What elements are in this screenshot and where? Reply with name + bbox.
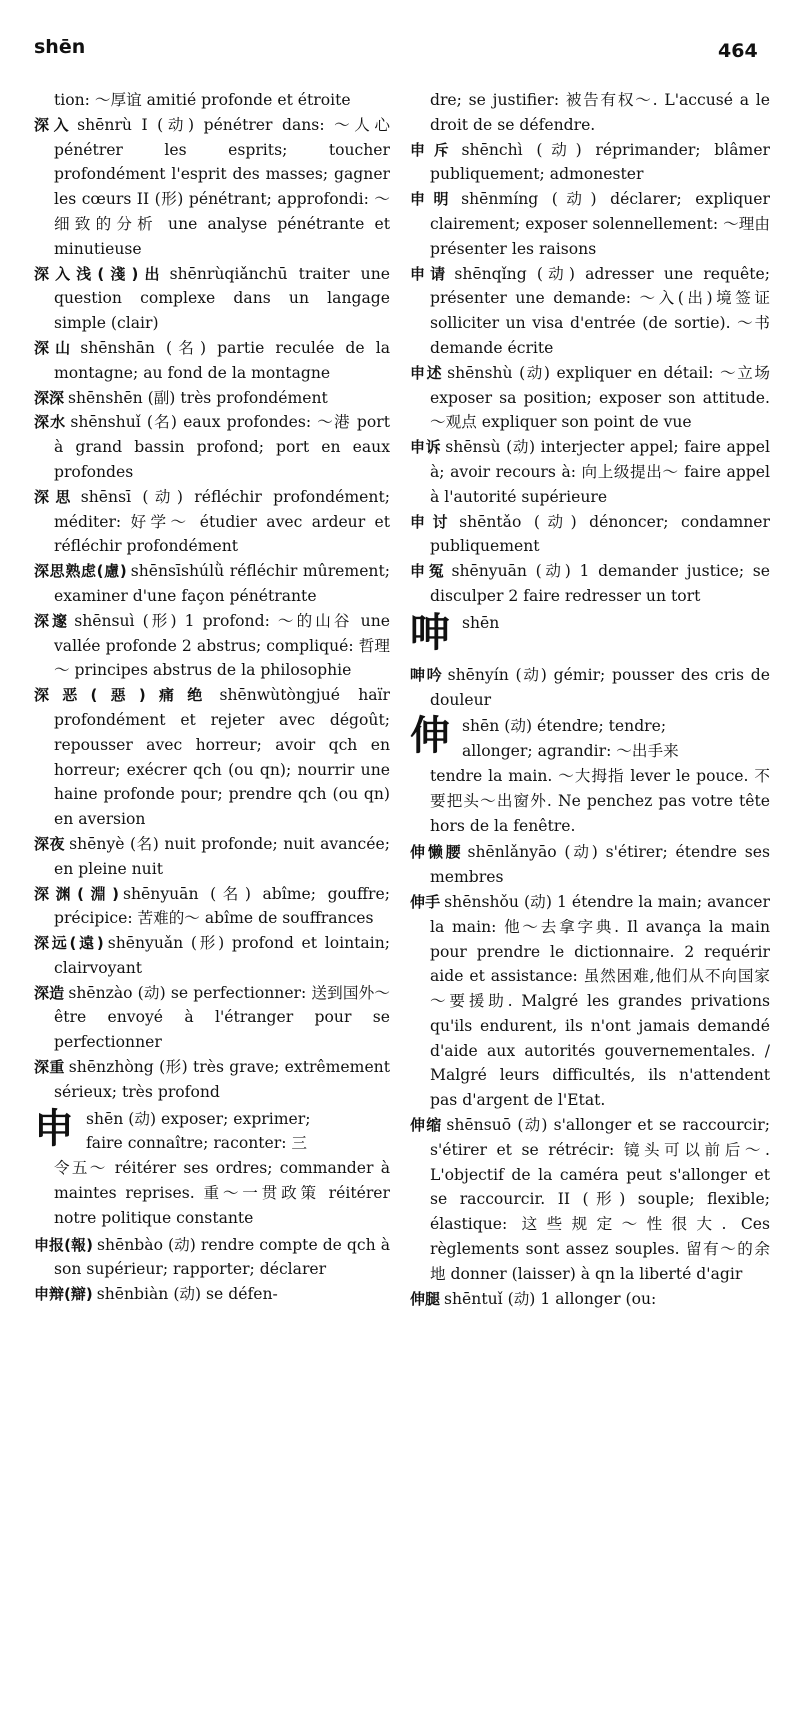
entry-pinyin: shēnshù [447, 363, 513, 382]
entry-headword: 深远(遠) [34, 934, 104, 953]
entry-pinyin: shēnbiàn [96, 1285, 169, 1304]
entry-headword: 深深 [34, 388, 65, 407]
continuation-text: tion: ～厚谊 amitié profonde et étroite [54, 91, 351, 109]
entry-list [34, 113, 390, 1105]
char-pinyin: shēn [462, 613, 500, 632]
entry-headword: 深恶(惡)痛绝 [34, 686, 216, 705]
entry-pinyin: shēntuǐ [444, 1289, 503, 1308]
char-second-line: allonger; agrandir: ～出手来 [462, 742, 679, 761]
entry-pinyin: shēnyuān [451, 562, 527, 581]
entry-headword: 申报(報) [34, 1235, 93, 1254]
dictionary-entry [34, 931, 390, 981]
dictionary-entry [410, 1287, 770, 1312]
entry-pinyin: shēnsīshúlǜ [130, 562, 225, 581]
entry-definition: haïr profondément et rejeter avec dégoût; repousser avec horreur; avoir qch en horreur; exécrer qch (ou qn); nourrir une haine profonde pour; prendre qch (ou qn) en aversion [54, 686, 390, 829]
entry-pinyin: shēnchì [461, 140, 523, 159]
entry-headword: 申明 [410, 190, 458, 209]
dictionary-entry [34, 609, 390, 683]
entry-headword: 深入 [34, 115, 74, 134]
entry-pinyin: shēnshān [80, 338, 155, 357]
entry-headword: 申述 [410, 363, 444, 382]
entry-pinyin: shēnshǒu [444, 892, 519, 911]
entry-pinyin: shēnzhòng [68, 1058, 154, 1077]
char-second-line: faire connaître; raconter: 三 [86, 1134, 308, 1153]
char-first-line: shēn (动) étendre; tendre; [462, 717, 667, 736]
head-character: 伸 [410, 713, 450, 760]
entry-definition: (名) partie reculée de la montagne; au fond de la montagne [54, 338, 390, 382]
char-definition-rest: tendre la main. ～大拇指 lever le pouce. 不要把头～出窗外. Ne penchez pas votre tête hors de la fenêtre. [430, 766, 770, 835]
dictionary-entry [34, 882, 390, 932]
running-head: shēn [34, 36, 86, 58]
entry-definition: (动) interjecter appel; faire appel à; avoir recours à: 向上级提出～ faire appel à l'autorité supérieure [430, 438, 770, 506]
entry-headword: 深造 [34, 983, 65, 1002]
entry-definition: I (动) pénétrer dans: ～人心 pénétrer les esprits; toucher profondément l'esprit des masses; gagner les cœurs II (形) pénétrant; approfondi: ～细致的分析 une analyse pénétrante et minutieuse [54, 115, 390, 258]
page-number: 464 [718, 40, 758, 62]
character-entry [410, 714, 770, 838]
dictionary-entry [410, 1113, 770, 1287]
entry-definition: (形) 1 profond: ～的山谷 une vallée profonde 2 abstrus; compliqué: 哲理～ principes abstrus de la philosophie [54, 611, 390, 680]
entry-headword: 深入浅(淺)出 [34, 264, 166, 283]
char-first-line: shēn (动) exposer; exprimer; [86, 1109, 311, 1128]
entry-headword: 深夜 [34, 834, 66, 853]
entry-definition: (动) dénoncer; condamner publiquement [430, 512, 770, 556]
entry-definition: (动) se défen- [173, 1285, 278, 1304]
entry-pinyin: shēnyuǎn [107, 934, 184, 953]
dictionary-entry [34, 336, 390, 386]
dictionary-entry [34, 410, 390, 484]
entry-definition: (动) 1 demander justice; se disculper 2 faire redresser un tort [430, 562, 770, 605]
entry-pinyin: shēnsù [445, 438, 501, 457]
entry-pinyin: shēnzào [68, 983, 133, 1002]
dictionary-entry [34, 683, 390, 832]
dictionary-entry [410, 435, 770, 509]
entry-definition: (副) très profondément [147, 388, 328, 407]
entry-headword: 深思熟虑(慮) [34, 562, 127, 581]
char-definition-rest: 令五～ réitérer ses ordres; commander à maintes reprises. 重～一贯政策 réitérer notre politique constante [54, 1159, 390, 1227]
entry-pinyin: shēnsī [80, 487, 132, 506]
dictionary-entry [410, 510, 770, 560]
entry-headword: 深山 [34, 338, 77, 357]
entry-definition: (动) se perfectionner: 送到国外～ être envoyé à l'étranger pour se perfectionner [54, 983, 390, 1052]
head-character: 呻 [410, 609, 450, 656]
entry-headword: 呻吟 [410, 665, 444, 684]
entry-definition: (动) rendre compte de qch à son supérieur; rapporter; déclarer [54, 1235, 390, 1279]
dictionary-entry [34, 981, 390, 1055]
char-pinyin: shēn [462, 717, 500, 736]
entry-definition: (动) réfléchir profondément; méditer: 好学～ étudier avec ardeur et réfléchir profondément [54, 487, 390, 556]
entry-definition: (形) très grave; extrêmement sérieux; très profond [54, 1058, 390, 1101]
entry-definition: traiter une question complexe dans un langage simple (clair) [54, 264, 390, 333]
entry-list [410, 840, 770, 1311]
dictionary-entry [410, 890, 770, 1113]
entry-pinyin: shēnyuān [123, 884, 199, 903]
entry-headword: 申斥 [410, 140, 458, 159]
entry-definition: (动) adresser une requête; présenter une demande: ～入(出)境签证 solliciter un visa d'entrée (de sortie). ～书 demande écrite [430, 264, 770, 357]
entry-headword: 伸懒腰 [410, 843, 464, 862]
dictionary-entry [410, 187, 770, 261]
character-entry [34, 1107, 390, 1231]
char-pinyin: shēn [86, 1109, 124, 1128]
head-character: 申 [34, 1105, 74, 1152]
entry-list [34, 1233, 390, 1307]
dictionary-entry [410, 138, 770, 188]
entry-definition: (名) eaux profondes: ～港 port à grand bassin profond; port en eaux profondes [54, 413, 390, 481]
entry-pinyin: shēnqǐng [454, 264, 527, 283]
entry-pinyin: shēnmíng [461, 190, 539, 209]
entry-list [410, 663, 770, 713]
entry-pinyin: shēnyè [69, 834, 125, 853]
entry-pinyin: shēnbào [96, 1235, 163, 1254]
entry-definition: (名) abîme; gouffre; précipice: 苦难的～ abîme de souffrances [54, 884, 390, 928]
entry-definition: (动) gémir; pousser des cris de douleur [430, 665, 770, 709]
entry-headword: 申讨 [410, 512, 456, 531]
entry-pinyin: shēnshuǐ [70, 413, 141, 432]
character-entry [410, 611, 770, 661]
entry-headword: 伸腿 [410, 1289, 441, 1308]
entry-headword: 深水 [34, 413, 67, 432]
entry-definition: (动) 1 étendre la main; avancer la main: 他～去拿字典. Il avança la main pour prendre le dictionnaire. 2 requérir aide et assistance: 虽然困难,他们从不向国家～要援助. Malgré les grandes privations qu'ils endurent, ils n'ont jamais demandé d'aide aux autorités gouvernementales. / Malgré leurs difficultés, ils n'attendent pas d'argent de l'Etat. [430, 892, 770, 1110]
entry-headword: 申请 [410, 264, 451, 283]
dictionary-entry [34, 113, 390, 262]
dictionary-entry [34, 1282, 390, 1307]
entry-definition: (动) réprimander; blâmer publiquement; admonester [430, 140, 770, 184]
entry-headword: 深邃 [34, 611, 71, 630]
entry-definition: réfléchir mûrement; examiner d'une façon pénétrante [54, 562, 390, 605]
entry-headword: 伸缩 [410, 1116, 443, 1135]
entry-definition: (动) expliquer en détail: ～立场 exposer sa position; exposer son attitude. ～观点 expliquer son point de vue [430, 363, 770, 432]
dictionary-entry [34, 386, 390, 411]
entry-pinyin: shēnsuì [74, 611, 135, 630]
dictionary-entry [410, 663, 770, 713]
dictionary-entry [410, 361, 770, 435]
entry-pinyin: shēntǎo [459, 512, 522, 531]
dictionary-entry [34, 1055, 390, 1105]
entry-definition: (形) profond et lointain; clairvoyant [54, 934, 390, 977]
entry-pinyin: shēnlǎnyāo [467, 843, 557, 862]
entry-definition: (动) s'allonger et se raccourcir; s'étirer et se rétrécir: 镜头可以前后～. L'objectif de la caméra peut s'allonger et se raccourcir. II (形) souple; flexible; élastique: 这些规定～性很大. Ces règlements sont assez souples. 留有～的余地 donner (laisser) à qn la liberté d'agir [430, 1116, 770, 1283]
entry-pinyin: shēnyín [447, 665, 509, 684]
dictionary-entry [34, 262, 390, 336]
entry-definition: (动) s'étirer; étendre ses membres [430, 843, 770, 887]
entry-pinyin: shēnwùtòngjué [219, 686, 340, 705]
entry-headword: 深重 [34, 1058, 65, 1077]
dictionary-entry [34, 485, 390, 559]
entry-headword: 伸手 [410, 892, 441, 911]
entry-headword: 深渊(淵) [34, 884, 120, 903]
entry-definition: (动) 1 allonger (ou: [507, 1289, 657, 1308]
entry-headword: 申诉 [410, 438, 442, 457]
entry-pinyin: shēnrùqiǎnchū [169, 264, 288, 283]
continuation-text: dre; se justifier: 被告有权～. L'accusé a le droit de se défendre. [430, 91, 770, 134]
dictionary-entry [410, 262, 770, 361]
entry-pinyin: shēnshēn [68, 388, 143, 407]
entry-headword: 申辩(辯) [34, 1285, 93, 1304]
entry-list [410, 138, 770, 609]
entry-headword: 深思 [34, 487, 77, 506]
dictionary-entry [34, 1233, 390, 1283]
entry-pinyin: shēnsuō [446, 1116, 512, 1135]
dictionary-entry [410, 559, 770, 609]
entry-definition: (动) déclarer; expliquer clairement; exposer solennellement: ～理由 présenter les raisons [430, 190, 770, 258]
dictionary-entry [34, 559, 390, 609]
entry-headword: 申冤 [410, 562, 448, 581]
left-column [34, 88, 390, 1307]
dictionary-entry [34, 832, 390, 882]
right-column [410, 88, 770, 1311]
entry-definition: (名) nuit profonde; nuit avancée; en pleine nuit [54, 834, 390, 878]
dictionary-entry [410, 840, 770, 890]
entry-pinyin: shēnrù [77, 115, 132, 134]
